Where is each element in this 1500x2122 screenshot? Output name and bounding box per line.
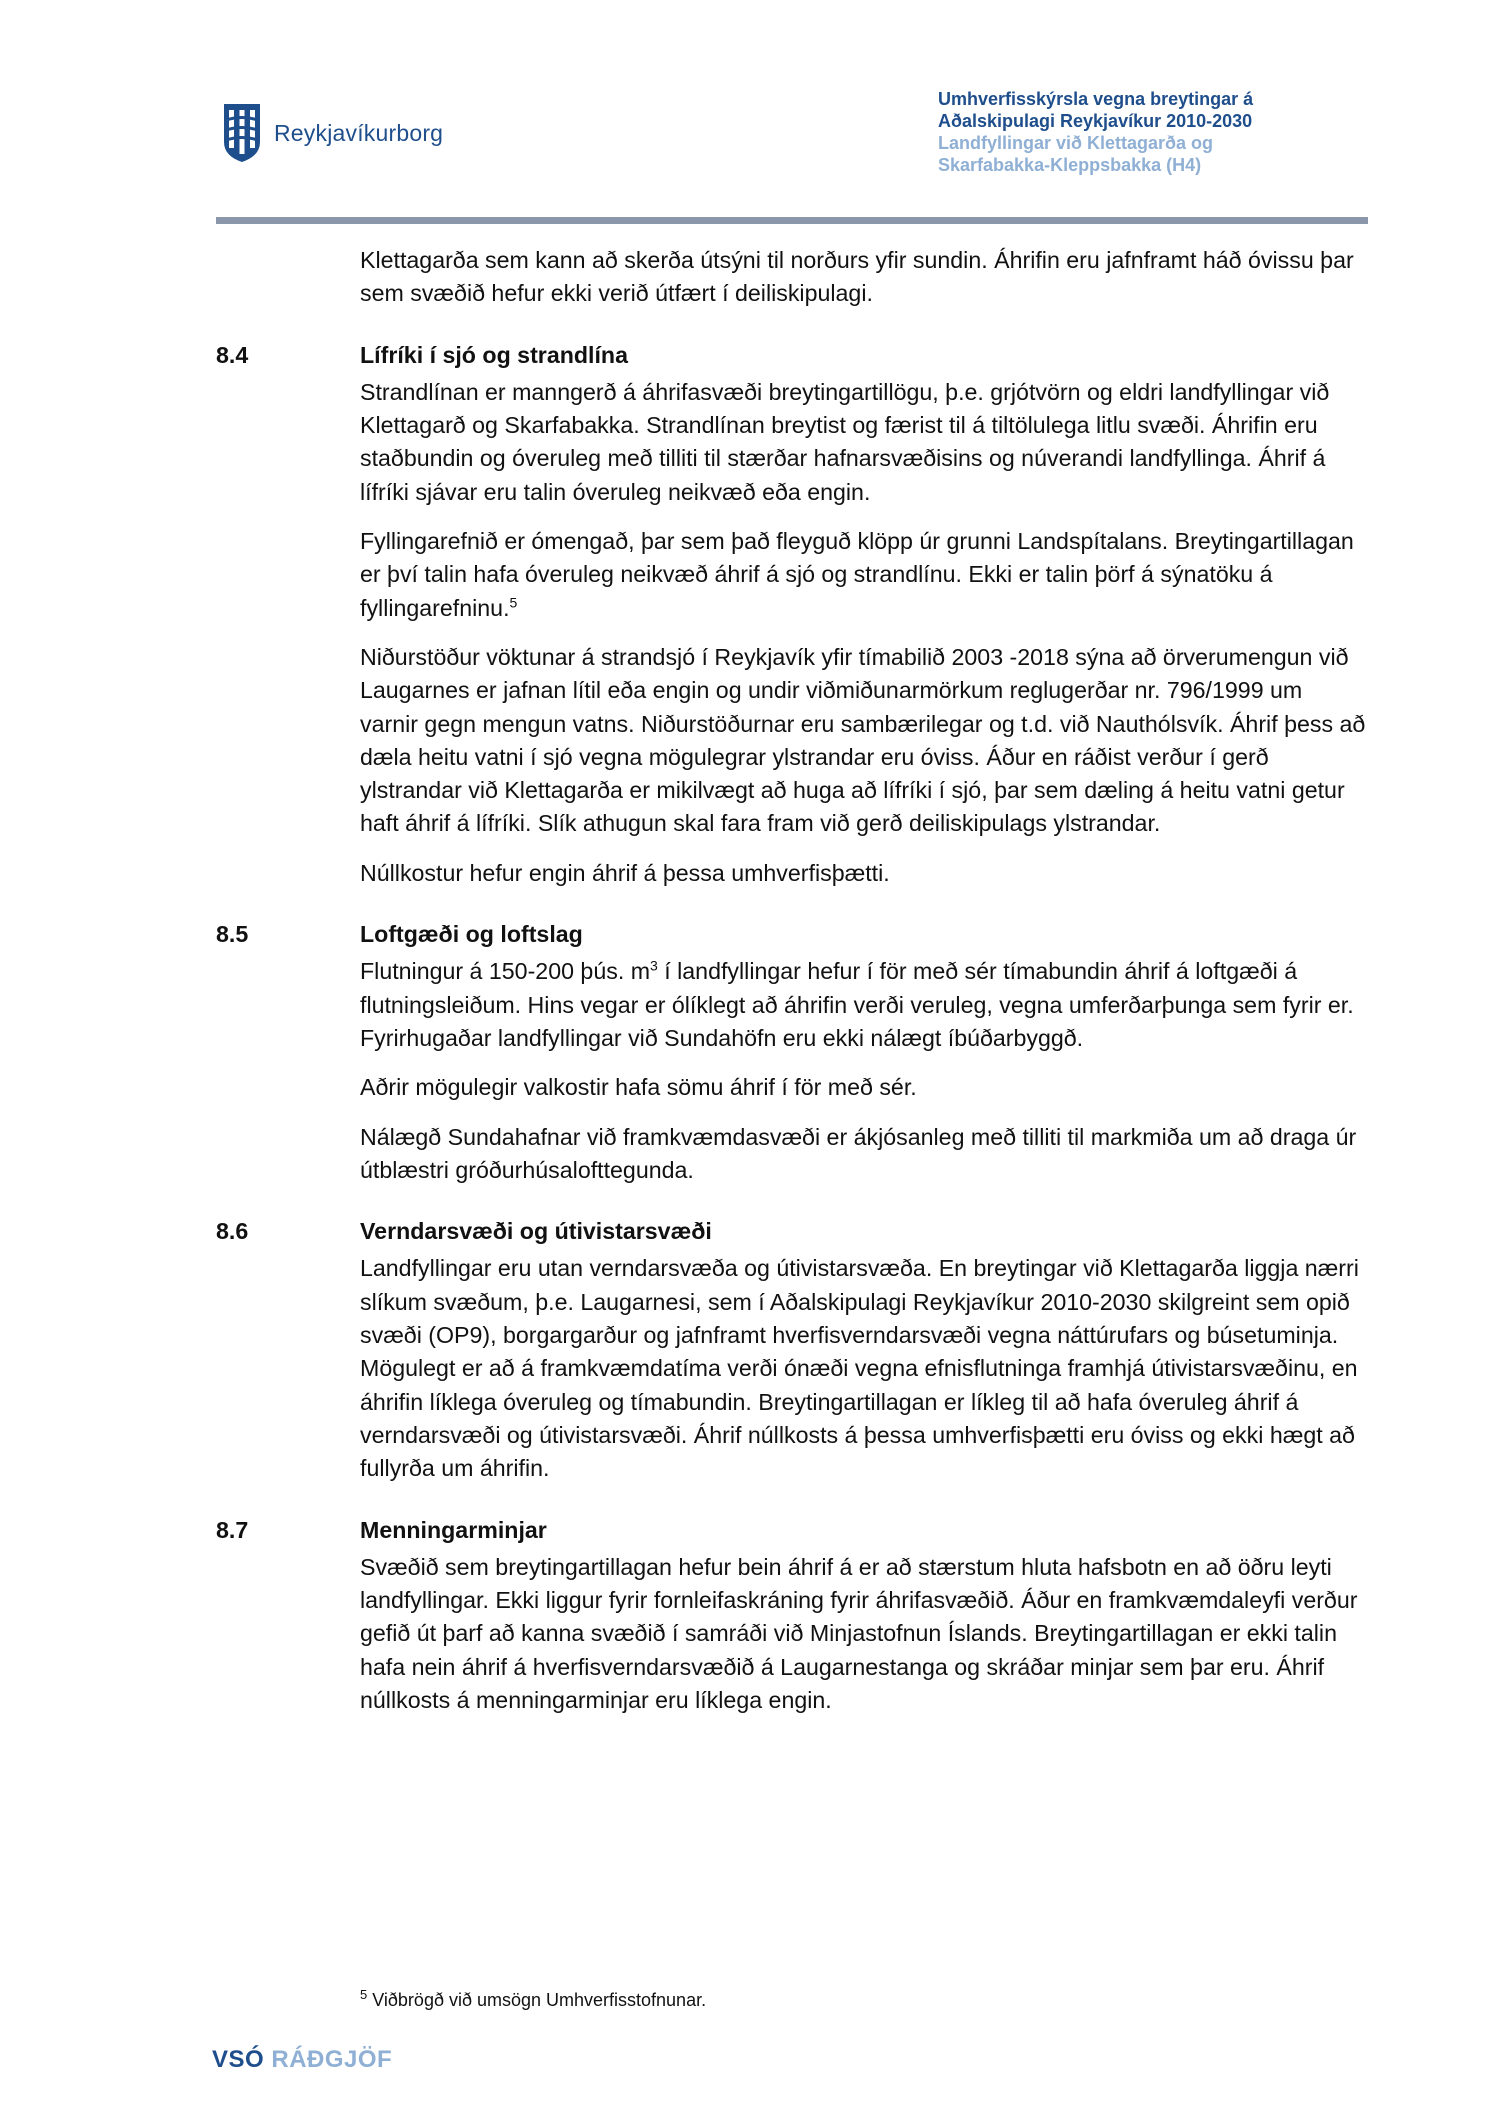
section-number: 8.7 [216,1516,249,1543]
section-number: 8.6 [216,1218,249,1245]
footnote-text: Viðbrögð við umsögn Umhverfisstofnunar. [367,1990,707,2010]
reykjavik-shield-icon [222,102,262,164]
superscript: 3 [650,957,658,974]
paragraph: Núllkostur hefur engin áhrif á þessa umhverfisþætti. [360,859,890,886]
document-header-title [938,88,1253,176]
footer-logo-vso: VSÓ [212,2046,265,2073]
section-title: Loftgæði og loftslag [360,921,583,948]
section-number: 8.5 [216,921,249,948]
footnote-ref[interactable]: 5 [509,593,518,610]
org-name: Reykjavíkurborg [274,119,444,146]
footnote-number: 5 [360,1987,368,2002]
section-heading [216,339,1366,372]
intro-paragraph: Klettagarða sem kann að skerða útsýni til norðurs yfir sundin. Áhrifin eru jafnframt háð óvissu þar sem svæðið hefur ekki verið útfært í deiliskipulagi. [360,247,1354,307]
paragraph: Niðurstöður vöktunar á strandsjó í Reykjavík yfir tímabilið 2003 -2018 sýna að örverumengun við Laugarnes er jafnan lítil eða engin og undir viðmiðunarmörkum reglugerðar nr. 796/1999 um varnir gegn mengun vatns. Niðurstöðurnar eru sambærilegar og t.d. við Nauthólsvík. Áhrif þess að dæla heitu vatni í sjó vegna mögulegrar ylstrandar eru óviss. Áður en ráðist verður í gerð ylstrandar við Klettagarða er mikilvægt að huga að lífríki í sjó, þar sem dæling á heitu vatni getur haft áhrif á lífríki. Slík athugun skal fara fram við gerð deiliskipulags ylstrandar. [360,643,1366,837]
section-8-5 [216,918,1366,1187]
section-8-7 [216,1514,1366,1718]
section-title: Verndarsvæði og útivistarsvæði [360,1218,712,1245]
paragraph [360,525,1366,625]
section-number: 8.4 [216,341,249,368]
section-8-6 [216,1215,1366,1485]
paragraph-text: í landfyllingar hefur í för með sér tímabundin áhrif á loftgæði á flutningsleiðum. Hins vegar er ólíklegt að áhrifin verði veruleg, vegna umferðarþunga sem fyrir er. Fyrirhugaðar landfyllingar við Sundahöfn eru ekki nálægt íbúðarbyggð. [360,958,1354,1051]
header-title-line1: Umhverfisskýrsla vegna breytingar á [938,89,1254,109]
header-title-line4: Skarfabakka-Kleppsbakka (H4) [938,155,1202,175]
section-title: Lífríki í sjó og strandlína [360,341,628,368]
paragraph: Strandlínan er manngerð á áhrifasvæði breytingartillögu, þ.e. grjótvörn og eldri landfyllingar við Klettagarð og Skarfabakka. Strandlínan breytist og færist til á tiltölulega litlu svæði. Áhrifin eru staðbundin og óveruleg með tilliti til stærðar hafnarsvæðisins og núverandi landfyllinga. Áhrif á lífríki sjávar eru talin óveruleg neikvæð eða engin. [360,378,1330,505]
paragraph [360,955,1366,1055]
section-title: Menningarminjar [360,1516,547,1543]
document-body [216,244,1366,1733]
header-title-line2: Aðalskipulagi Reykjavíkur 2010-2030 [938,111,1253,131]
footer-logo-radgjof: RÁÐGJÖF [271,2046,393,2073]
footnote [360,1987,707,2011]
section-8-4 [216,339,1366,890]
section-heading [216,918,1366,951]
paragraph: Nálægð Sundahafnar við framkvæmdasvæði er ákjósanleg með tilliti til markmiða um að draga úr útblæstri gróðurhúsalofttegunda. [360,1123,1357,1183]
paragraph: Svæðið sem breytingartillagan hefur bein áhrif á er að stærstum hluta hafsbotn en að öðru leyti landfyllingar. Ekki liggur fyrir fornleifaskráning fyrir áhrifasvæðið. Áður en framkvæmdaleyfi verður gefið út þarf að kanna svæðið í samráði við Minjastofnun Íslands. Breytingartillagan er ekki talin hafa nein áhrif á hverfisverndarsvæðið á Laugarnestanga og skráðar minjar sem þar eru. Áhrif núllkosts á menningarminjar eru líklega engin. [360,1553,1358,1713]
paragraph-text: Fyllingarefnið er ómengað, þar sem það fleyguð klöpp úr grunni Landspítalans. Breytingartillagan er því talin hafa óveruleg neikvæð áhrif á sjó og strandlínu. Ekki er talin þörf á sýnatöku á fyllingarefninu. [360,528,1354,621]
paragraph: Aðrir mögulegir valkostir hafa sömu áhrif í för með sér. [360,1074,917,1101]
header-divider [216,217,1368,224]
header-logo [222,102,443,164]
paragraph: Landfyllingar eru utan verndarsvæða og útivistarsvæða. En breytingar við Klettagarða liggja nærri slíkum svæðum, þ.e. Laugarnesi, sem í Aðalskipulagi Reykjavíkur 2010-2030 skilgreint sem opið svæði (OP9), borgargarður og jafnframt hverfisverndarsvæði vegna náttúrufars og búsetuminja. Mögulegt er að á framkvæmdatíma verði ónæði vegna efnisflutninga framhjá útivistarsvæðinu, en áhrifin líklega óveruleg og tímabundin. Breytingartillagan er líkleg til að hafa óveruleg áhrif á verndarsvæði og útivistarsvæði. Áhrif núllkosts á þessa umhverfisþætti eru óviss og ekki hægt að fullyrða um áhrifin. [360,1255,1359,1482]
paragraph-text: Flutningur á 150-200 þús. m [360,958,651,985]
footer-logo [212,2046,392,2074]
header-title-line3: Landfyllingar við Klettagarða og [938,133,1214,153]
section-heading [216,1215,1366,1248]
section-heading [216,1514,1366,1547]
